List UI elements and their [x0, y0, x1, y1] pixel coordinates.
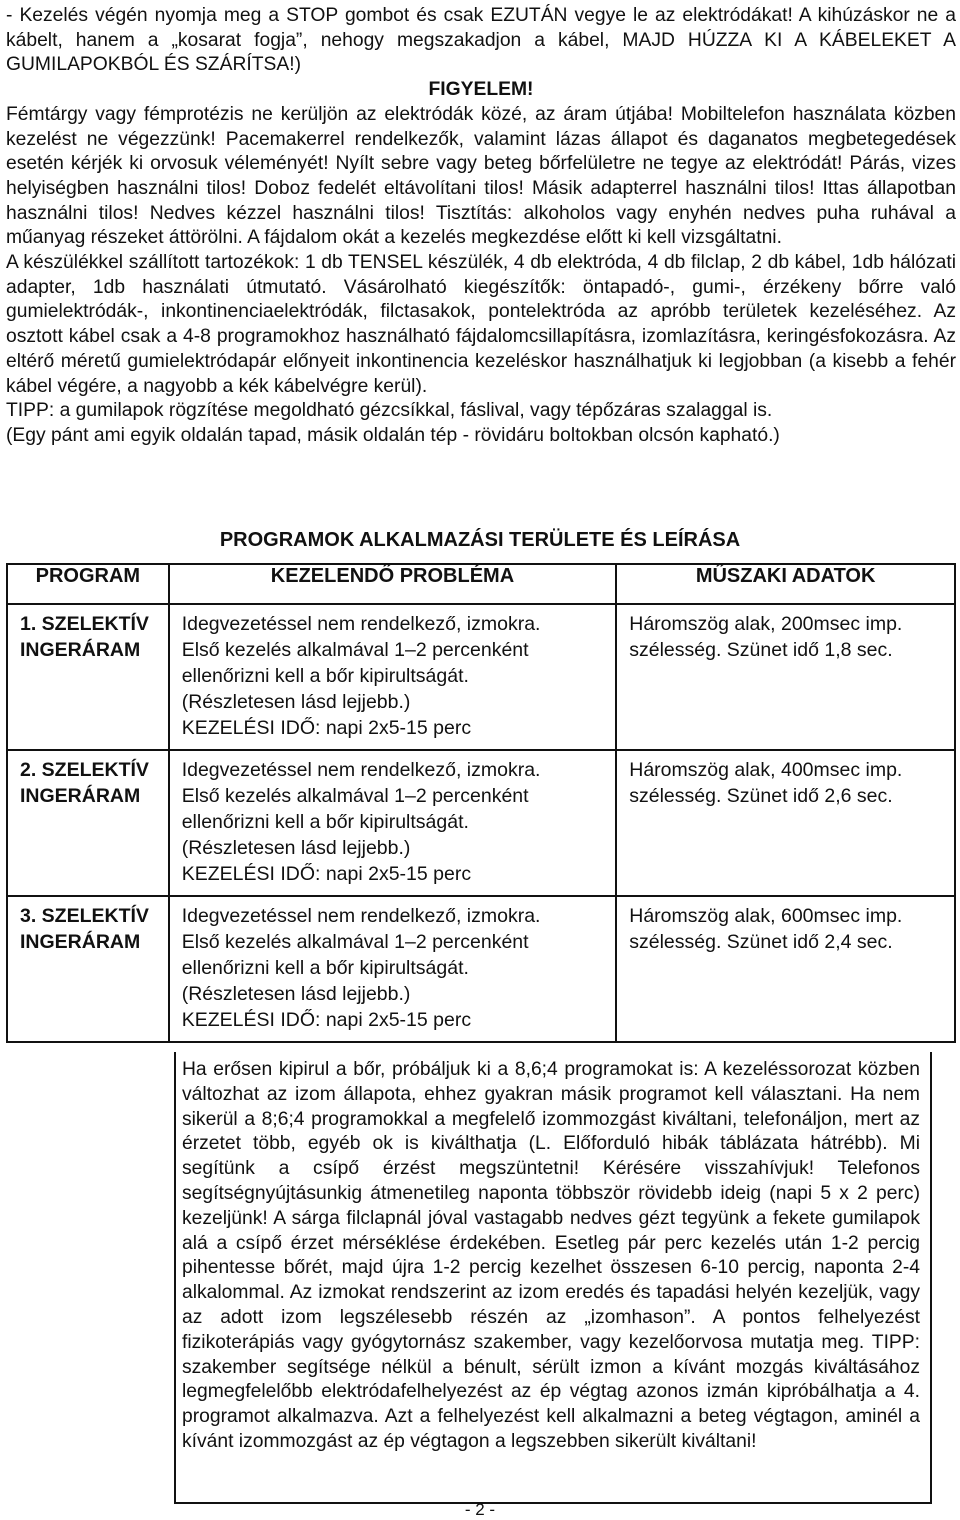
problem-line: Első kezelés alkalmával 1–2 percenként [181, 639, 529, 661]
skin-redness-note: Ha erősen kipirul a bőr, próbáljuk ki a 8,6;4 programokat is: A kezeléssorozat közben változhat az izom állapota, ehhez gyakran másik programot kell választani. Ha nem sikerül a 8;6;4 programokkal a megfelelő izommozgást kiváltani, telefonáljon, mert az érzetet több, egyéb ok is kiválthatja (L. Előforduló hibák táblázata hátrébb). Mi segítünk a csípő érzést megszüntetni! Kérésére visszahívjuk! Telefonos segítségnyújtásunkig átmenetileg naponta többször rövidebb ideig (napi 5 x 2 perc) kezeljünk! A sárga filclapnál jóval vastagabb nedves gézt tegyünk a fekete gumilapok alá a csípő érzet mérséklése érdekében. Esetleg pár perc kezelés után 1-2 percig pihentesse bőrét, majd újra 1-2 percig kezelhet összesen 6-10 percig, naponta 2-4 alkalommal. Az izmokat rendszerint az izom eredés és tapadási helyén kezeljük, vagy az adott izom legszélesebb részén az „izomhason”. A pontos felhelyezést fizikoterápiás vagy gyógytornász szakember, vagy kezelőorvosa mutatja meg. TIPP: szakember segítsége nélkül a bénult, sérült izmon a kívánt mozgás kiváltásához legmegfelelőbb elektródafelhelyezést az ép végtag azonos izmán kipróbálhatja a 4. programot alkalmazva. Azt a felhelyezést kell alkalmazni a beteg végtagon, aminél a kívánt izommozgást az ép végtagon a legszebben sikerült kiváltani! [174, 1052, 932, 1504]
program-name-line: 1. SZELEKTÍV [20, 613, 149, 635]
header-technical-data: MŰSZAKI ADATOK [616, 564, 955, 604]
problem-line: (Részletesen lásd lejjebb.) [181, 691, 411, 713]
problem-line: ellenőrizni kell a bőr kipirultságát. [181, 811, 469, 833]
problem-line: KEZELÉSI IDŐ: napi 2x5-15 perc [181, 863, 472, 885]
program-name [7, 604, 169, 750]
problem-line: Első kezelés alkalmával 1–2 percenként [181, 931, 529, 953]
technical-data-cell [616, 750, 955, 896]
problem-line: ellenőrizni kell a bőr kipirultságát. [181, 665, 469, 687]
problem-line: ellenőrizni kell a bőr kipirultságát. [181, 957, 469, 979]
program-name-line: 2. SZELEKTÍV [20, 759, 149, 781]
intro-paragraph-stop: - Kezelés végén nyomja meg a STOP gombot és csak EZUTÁN vegye le az elektródákat! A kihúzáskor ne a kábelt, hanem a „kosarat fogja”, nehogy megszakadjon a kábel, MAJD HÚZZA KI A KÁBELEKET A GUMILAPOKBÓL ÉS SZÁRÍTSA!) [6, 5, 956, 76]
program-name [7, 896, 169, 1042]
problem-line: Idegvezetéssel nem rendelkező, izmokra. [181, 613, 541, 635]
header-program: PROGRAM [7, 564, 169, 604]
problem-line: (Részletesen lásd lejjebb.) [181, 983, 411, 1005]
problem-line: Első kezelés alkalmával 1–2 percenként [181, 785, 529, 807]
program-name-line: INGERÁRAM [20, 931, 141, 953]
accessories-paragraph: A készülékkel szállított tartozékok: 1 db TENSEL készülék, 4 db elektróda, 4 db filclap, 2 db kábel, 1db hálózati adapter, 1db használati útmutató. Vásárolható kiegészítők: öntapadó-, gumi-, érzékeny bőrre való gumielektródák-, inkontinenciaelektródák, filctasakok, pontelektróda az apróbb területek kezeléséhez. Az osztott kábel csak a 4-8 programokhoz használható fájdalomcsillapításra, izomlazításra, keringésfokozásra. Az eltérő méretű gumielektródapár előnyeit inkontinencia kezeléskor használhatjuk ki legjobban (a kisebb a fehér kábel végére, a nagyobb a kék kábelvégre kerül). [6, 252, 956, 397]
problem-line: Idegvezetéssel nem rendelkező, izmokra. [181, 759, 541, 781]
technical-data-line: Háromszög alak, 600msec imp. [629, 905, 903, 927]
problem-cell [169, 896, 617, 1042]
table-row [7, 750, 955, 896]
programs-table [6, 563, 956, 1043]
header-problem: KEZELENDŐ PROBLÉMA [169, 564, 617, 604]
technical-data-line: Háromszög alak, 400msec imp. [629, 759, 903, 781]
problem-line: KEZELÉSI IDŐ: napi 2x5-15 perc [181, 1009, 472, 1031]
problem-line: Idegvezetéssel nem rendelkező, izmokra. [181, 905, 541, 927]
page-number: - 2 - [464, 1500, 496, 1519]
technical-data-line: szélesség. Szünet idő 2,6 sec. [629, 785, 893, 807]
technical-data-line: Háromszög alak, 200msec imp. [629, 613, 903, 635]
intro-section [6, 4, 956, 449]
technical-data-line: szélesség. Szünet idő 2,4 sec. [629, 931, 893, 953]
tip-paragraph: TIPP: a gumilapok rögzítése megoldható gézcsíkkal, fáslival, vagy tépőzáras szalaggal is. [6, 400, 773, 422]
technical-data-line: szélesség. Szünet idő 1,8 sec. [629, 639, 893, 661]
technical-data-cell [616, 896, 955, 1042]
warning-heading: FIGYELEM! [428, 79, 534, 101]
table-row [7, 896, 955, 1042]
warning-paragraph: Fémtárgy vagy fémprotézis ne kerüljön az elektródák közé, az áram útjába! Mobiltelefon használata közben kezelést ne végezzünk! Pacemakerrel rendelkezők, valamint lázas állapot és daganatos megbetegedések esetén kérjék ki orvosuk véleményét! Nyílt sebre vagy beteg bőrfelületre ne tegye az elektródát! Párás, vizes helyiségben használni tilos! Doboz fedelét eltávolítani tilos! Másik adapterrel használni tilos! Ittas állapotban használni tilos! Nedves kézzel használni tilos! Tisztítás: alkoholos vagy enyhén nedves puha ruhával a műanyag részeket áttörölni. A fájdalom okát a kezelés megkezdése előtt ki kell vizsgáltatni. [6, 103, 956, 249]
technical-data-cell [616, 604, 955, 750]
table-row [7, 604, 955, 750]
program-name-line: INGERÁRAM [20, 639, 141, 661]
table-header-row [7, 564, 955, 604]
problem-line: KEZELÉSI IDŐ: napi 2x5-15 perc [181, 717, 472, 739]
program-name-line: INGERÁRAM [20, 785, 141, 807]
problem-cell [169, 604, 617, 750]
programs-section-title: PROGRAMOK ALKALMAZÁSI TERÜLETE ÉS LEÍRÁSA [219, 529, 741, 551]
program-name-line: 3. SZELEKTÍV [20, 905, 149, 927]
strap-paragraph: (Egy pánt ami egyik oldalán tapad, másik oldalán tép - rövidáru boltokban olcsón kapható.) [6, 424, 780, 446]
problem-line: (Részletesen lásd lejjebb.) [181, 837, 411, 859]
problem-cell [169, 750, 617, 896]
program-name [7, 750, 169, 896]
